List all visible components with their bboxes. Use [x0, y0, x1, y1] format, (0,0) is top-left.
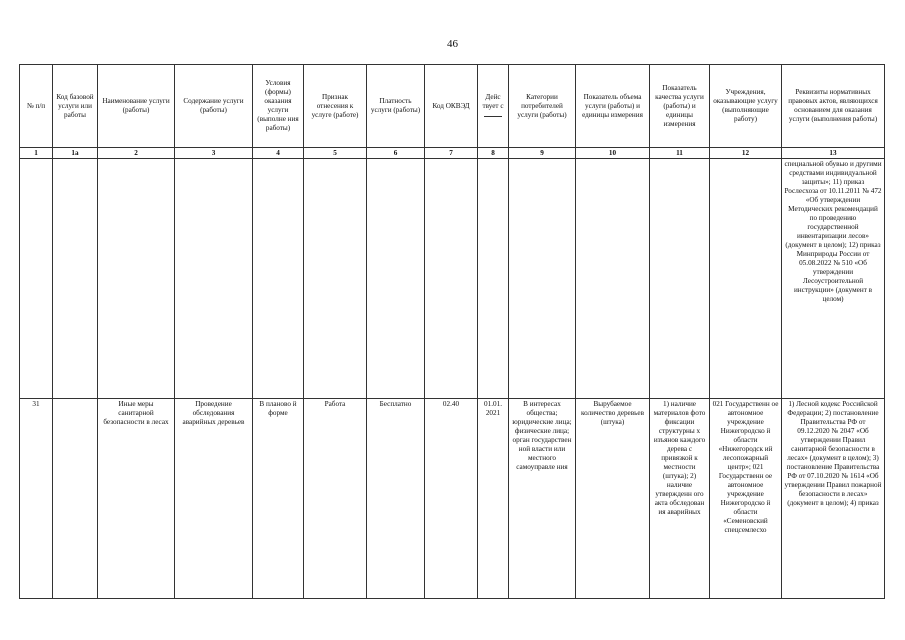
- col-num: 1: [20, 148, 53, 159]
- cell-empty: [253, 159, 304, 399]
- header-paid: Платность услуги (работы): [367, 65, 425, 148]
- cell-empty: [20, 159, 53, 399]
- cell-base-code: [53, 399, 98, 599]
- col-num: 6: [367, 148, 425, 159]
- cell-quality: 1) наличие материалов фото фиксации структурны х изъянов каждого дерева с привязкой к местности (штука); 2) наличие утвержденн ого акта обследован ия аварийных: [650, 399, 710, 599]
- table-row-31: [20, 399, 885, 599]
- cell-conditions: В планово й форме: [253, 399, 304, 599]
- col-num: 3: [175, 148, 253, 159]
- header-consumers: Категории потребителей услуги (работы): [509, 65, 576, 148]
- col-num: 4: [253, 148, 304, 159]
- col-num: 1a: [53, 148, 98, 159]
- header-volume: Показатель объема услуги (работы) и единицы измерения: [576, 65, 650, 148]
- header-content: Содержание услуги (работы): [175, 65, 253, 148]
- col-num: 7: [425, 148, 478, 159]
- cell-empty: [304, 159, 367, 399]
- cell-sign: Работа: [304, 399, 367, 599]
- header-okved: Код ОКВЭД: [425, 65, 478, 148]
- header-service-name: Наименование услуги (работы): [98, 65, 175, 148]
- header-since: [478, 65, 509, 148]
- cell-okved: 02.40: [425, 399, 478, 599]
- header-conditions: Условия (формы) оказания услуги (выполне ния работы): [253, 65, 304, 148]
- cell-legal-acts: 1) Лесной кодекс Российской Федерации; 2) постановление Правительства РФ от 09.12.2020 № 2047 «Об утверждении Правил санитарной безопасности в лесах» (документ в целом); 3) постановление Правительства РФ от 07.10.2020 № 1614 «Об утверждении Правил пожарной безопасности в лесах» (документ в целом); 4) приказ: [782, 399, 885, 599]
- col-num: 11: [650, 148, 710, 159]
- services-registry-table: [19, 64, 885, 599]
- col-num: 13: [782, 148, 885, 159]
- col-num: 12: [710, 148, 782, 159]
- header-base-code: Код базовой услуги или работы: [53, 65, 98, 148]
- cell-empty: [710, 159, 782, 399]
- header-quality: Показатель качества услуги (работы) и единицы измерения: [650, 65, 710, 148]
- cell-num: 31: [20, 399, 53, 599]
- cell-paid: Бесплатно: [367, 399, 425, 599]
- cell-empty: [509, 159, 576, 399]
- header-since-line: [484, 112, 502, 117]
- cell-empty: [53, 159, 98, 399]
- cell-volume: Вырубаемое количество деревьев (штука): [576, 399, 650, 599]
- cell-content: Проведение обследования аварийных деревьев: [175, 399, 253, 599]
- header-legal-acts: Реквизиты нормативных правовых актов, являющихся основанием для оказания услуги (выполнения работы): [782, 65, 885, 148]
- col-num: 2: [98, 148, 175, 159]
- col-num: 5: [304, 148, 367, 159]
- col-num: 9: [509, 148, 576, 159]
- cell-service-name: Иные меры санитарной безопасности в лесах: [98, 399, 175, 599]
- col-num: 10: [576, 148, 650, 159]
- header-sign: Признак отнесения к услуге (работе): [304, 65, 367, 148]
- cell-empty: [478, 159, 509, 399]
- col-num: 8: [478, 148, 509, 159]
- cell-empty: [175, 159, 253, 399]
- cell-legal-acts-continued: специальной обувью и другими средствами индивидуальной защиты»; 11) приказ Рослесхоза от 10.11.2011 № 472 «Об утверждении Методических рекомендаций по проведению государственной инвентаризации лесов» (документ в целом); 12) приказ Минприроды России от 05.08.2022 № 510 «Об утверждении Лесоустроительной инструкции» (документ в целом): [782, 159, 885, 399]
- column-number-row: [20, 148, 885, 159]
- cell-empty: [650, 159, 710, 399]
- header-num: № п/п: [20, 65, 53, 148]
- header-since-label: Дейс твует с: [482, 92, 504, 110]
- table-row-continuation: [20, 159, 885, 399]
- cell-empty: [425, 159, 478, 399]
- cell-consumers: В интересах общества; юридические лица; физические лица; орган государствен ной власти или местного самоуправле ния: [509, 399, 576, 599]
- header-row: [20, 65, 885, 148]
- cell-empty: [576, 159, 650, 399]
- cell-empty: [98, 159, 175, 399]
- header-institutions: Учреждения, оказывающие услугу (выполняющие работу): [710, 65, 782, 148]
- cell-institutions: 021 Государственн ое автономное учреждение Нижегородско й области «Нижегородск ий лесопожарный центр»; 021 Государственн ое автономное учреждение Нижегородско й области «Семеновский спецсемлесхо: [710, 399, 782, 599]
- page-number: 46: [447, 38, 458, 50]
- cell-empty: [367, 159, 425, 399]
- cell-since: 01.01. 2021: [478, 399, 509, 599]
